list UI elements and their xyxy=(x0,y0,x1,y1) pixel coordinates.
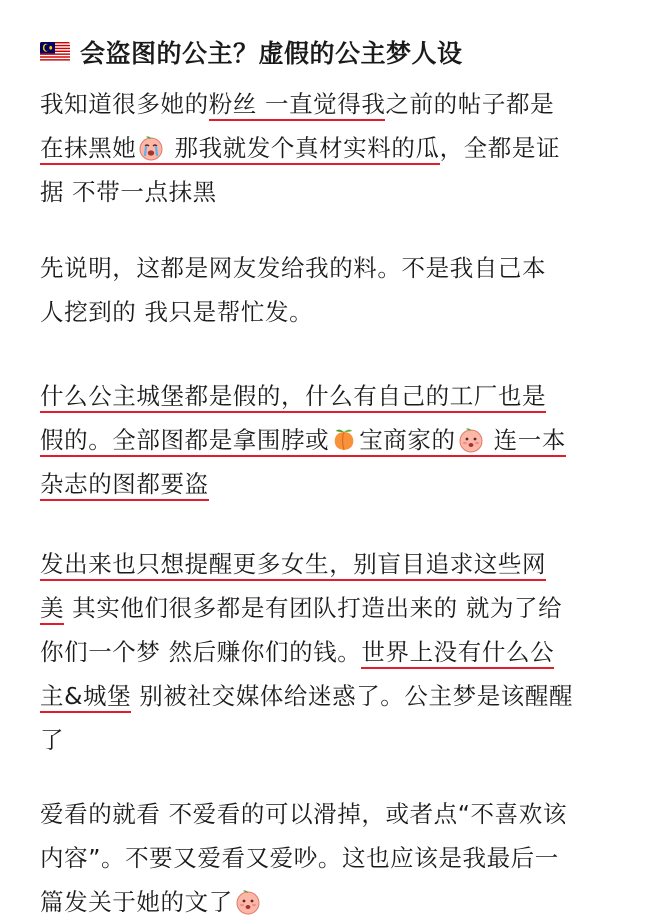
paragraph-5 xyxy=(40,792,630,920)
paragraph-2 xyxy=(40,246,630,334)
paragraph-line: 据 不带一点抹黑 xyxy=(40,178,217,206)
underlined-text: 主&城堡 xyxy=(40,682,131,713)
peach-face-icon xyxy=(458,427,484,453)
paragraph-line xyxy=(40,462,630,506)
paragraph-line: 我知道很多她的粉丝 一直觉得我之前的帖子都是 xyxy=(40,82,630,126)
paragraph-line: 先说明，这都是网友发给我的料。不是我自己本 xyxy=(40,254,547,282)
underlined-text: 美 xyxy=(40,594,64,625)
post-title xyxy=(40,30,463,74)
underlined-text: 假的。全部图都是拿围脖或 宝商家的 连一本 xyxy=(40,426,566,457)
underlined-text: 粉丝 一直觉得我 xyxy=(209,90,386,121)
crying-peach-face-icon xyxy=(138,135,164,161)
peach-icon xyxy=(331,427,357,453)
paragraph-line: 你们一个梦 然后赚你们的钱。世界上没有什么公 xyxy=(40,630,630,674)
paragraph-line: 主&城堡 别被社交媒体给迷惑了。公主梦是该醒醒 xyxy=(40,674,630,718)
paragraph-line: 篇发关于她的文了 xyxy=(40,880,630,920)
paragraph-line: 人挖到的 我只是帮忙发。 xyxy=(40,298,314,326)
underlined-text: 世界上没有什么公 xyxy=(361,638,554,669)
paragraph-line: 在抹黑她 那我就发个真材实料的瓜，全都是证 xyxy=(40,126,630,170)
paragraph-line: 了 xyxy=(40,726,65,754)
post-title-text: 会盗图的公主？虚假的公主梦人设 xyxy=(80,39,463,68)
malaysia-flag-icon xyxy=(40,42,70,62)
paragraph-line: 美 其实他们很多都是有团队打造出来的 就为了给 xyxy=(40,586,630,630)
underlined-text: 在抹黑她 那我就发个真材实料的瓜 xyxy=(40,134,440,165)
underlined-text: 什么公主城堡都是假的，什么有自己的工厂也是 xyxy=(40,382,546,413)
paragraph-line: 内容”。不要又爱看又爱吵。这也应该是我最后一 xyxy=(40,844,559,872)
paragraph-4 xyxy=(40,542,630,762)
peach-face-icon xyxy=(235,889,261,915)
paragraph-line: 爱看的就看 不爱看的可以滑掉，或者点“不喜欢该 xyxy=(40,800,567,828)
paragraph-line xyxy=(40,418,630,462)
paragraph-line xyxy=(40,374,630,418)
underlined-text: 发出来也只想提醒更多女生，别盲目追求这些网 xyxy=(40,550,546,581)
paragraph-line xyxy=(40,542,630,586)
underlined-text: 杂志的图都要盗 xyxy=(40,470,209,501)
paragraph-3 xyxy=(40,374,630,506)
paragraph-1 xyxy=(40,82,630,214)
